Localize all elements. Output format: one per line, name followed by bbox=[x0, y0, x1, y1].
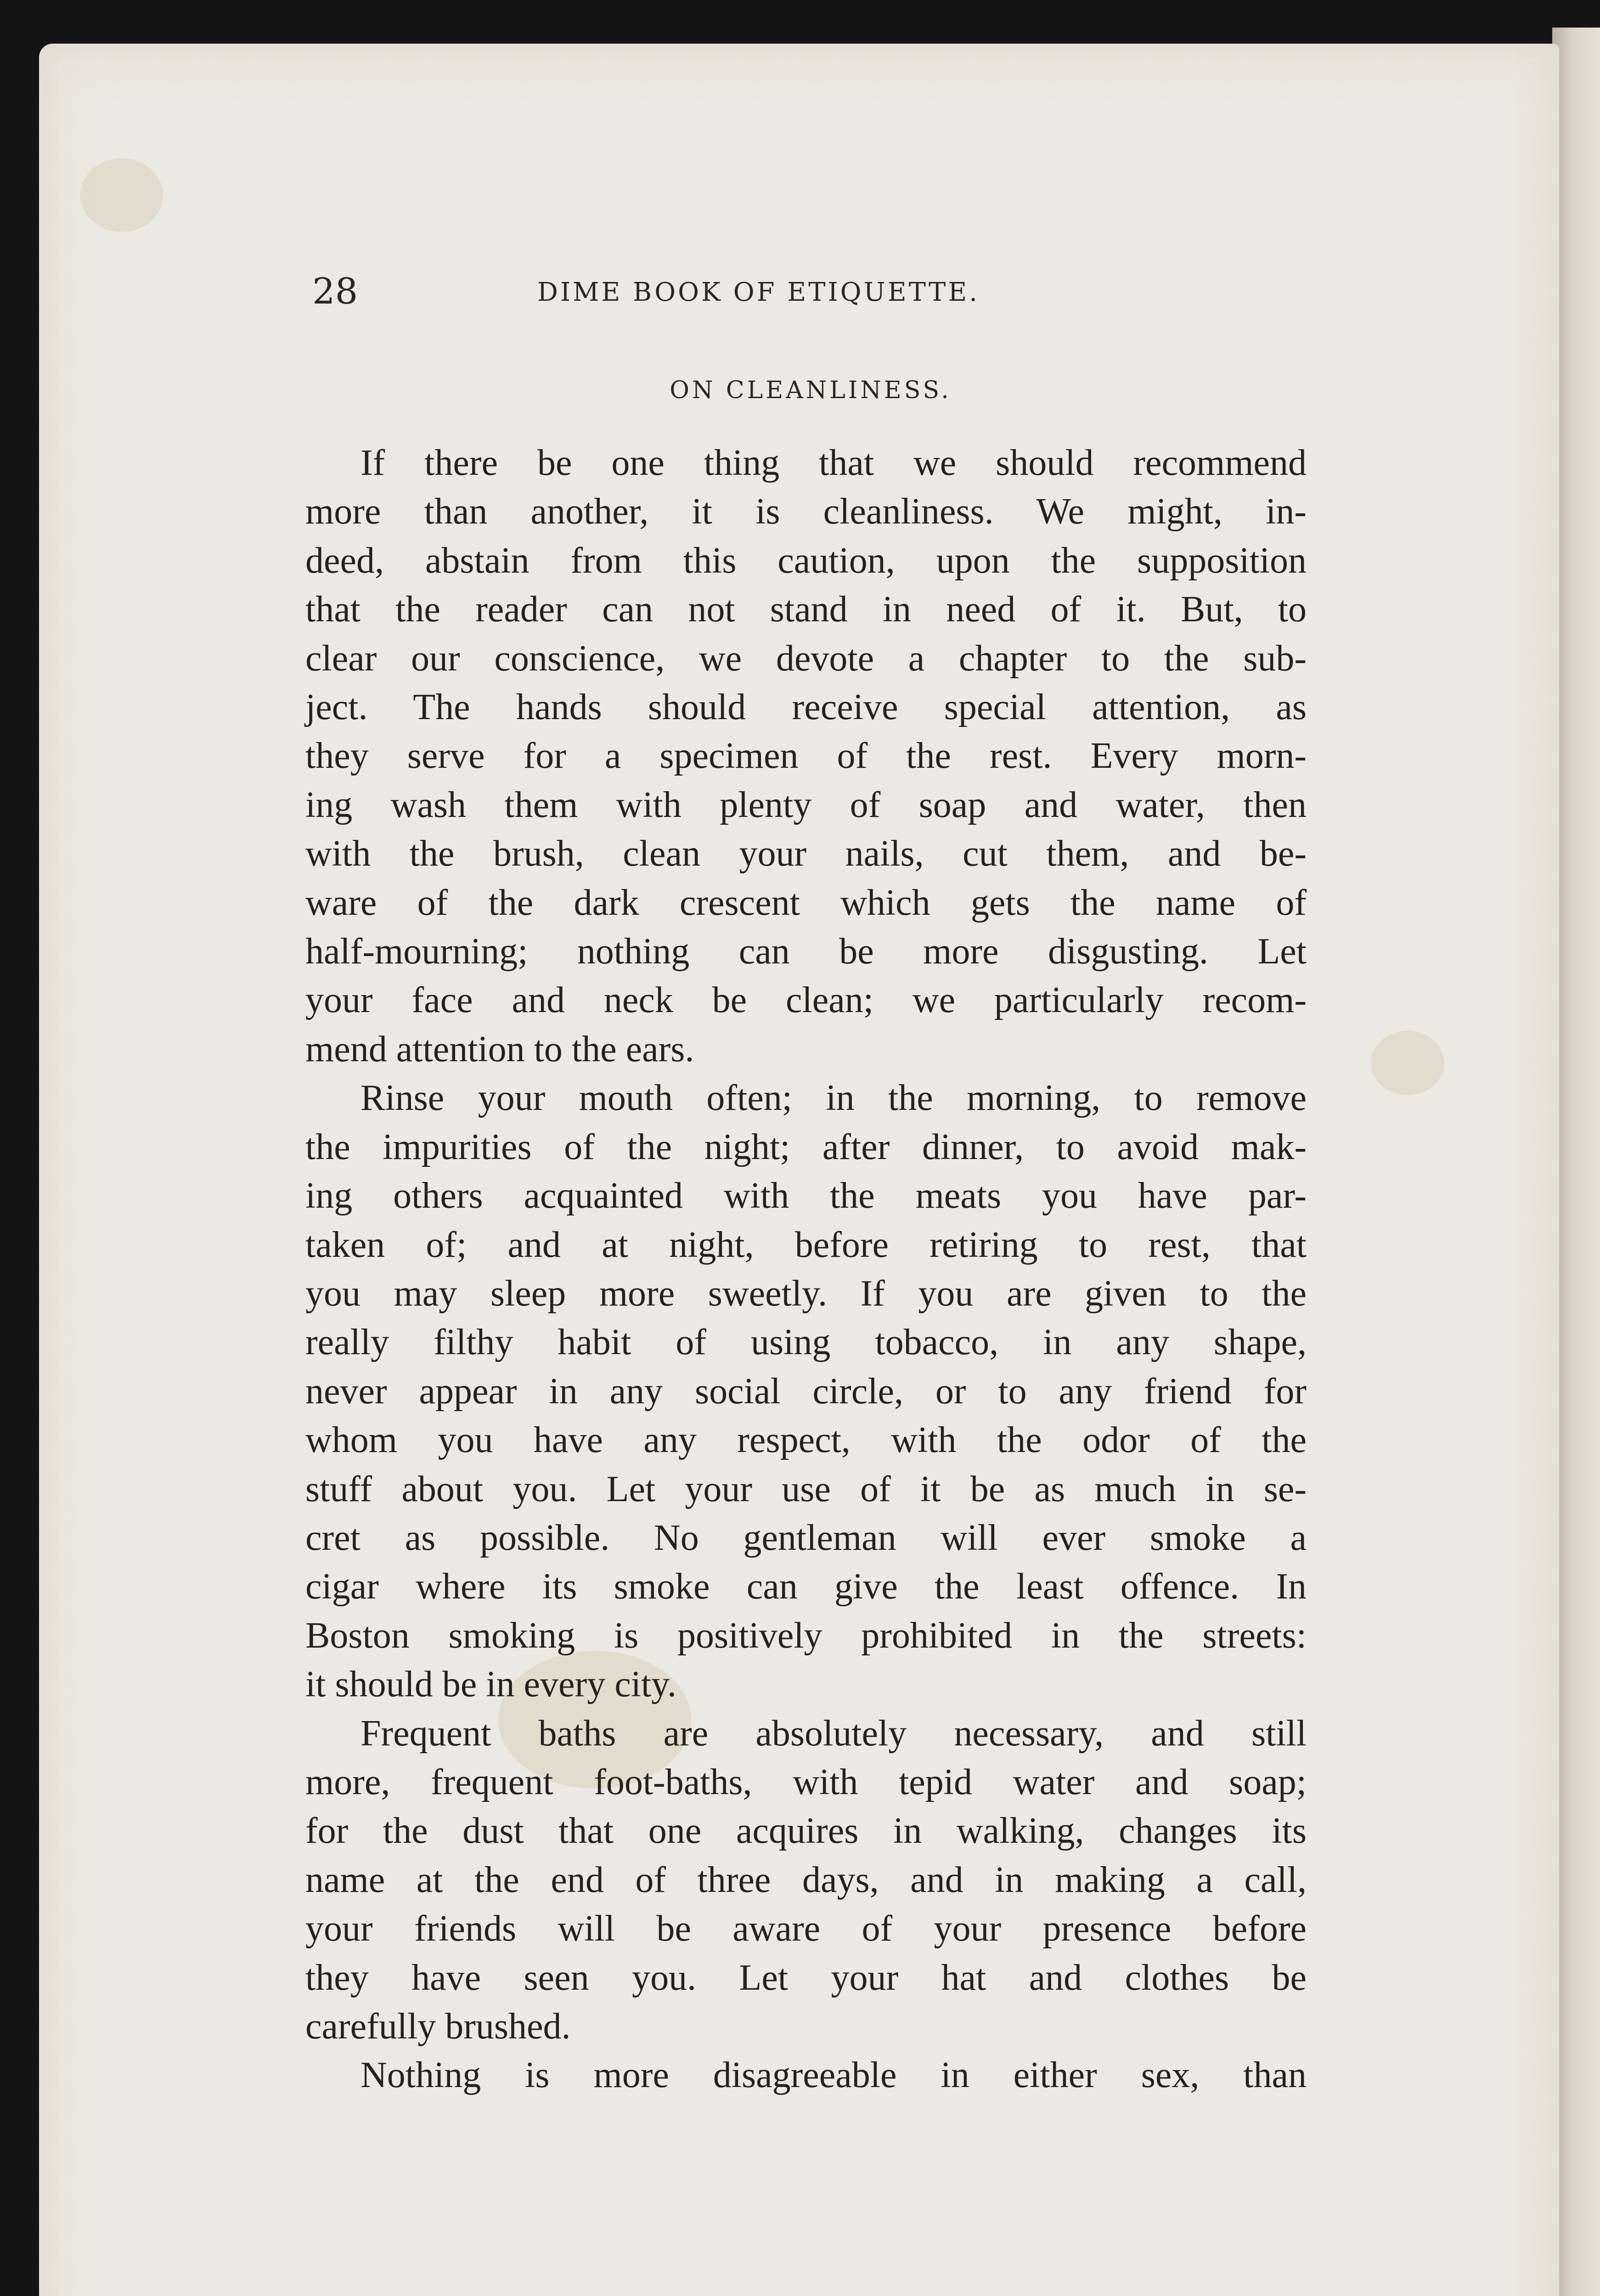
text-line: carefully brushed. bbox=[305, 2006, 571, 2047]
text-line: deed, abstain from this caution, upon the supposition bbox=[305, 540, 1307, 581]
text-line: with the brush, clean your nails, cut them, and be- bbox=[305, 833, 1307, 874]
text-line: ing others acquainted with the meats you have par- bbox=[305, 1176, 1307, 1216]
text-line: whom you have any respect, with the odor of the bbox=[305, 1420, 1307, 1461]
text-line: you may sleep more sweetly. If you are given to the bbox=[305, 1273, 1307, 1314]
text-line: more, frequent foot-baths, with tepid water and soap; bbox=[305, 1761, 1307, 1802]
text-line: name at the end of three days, and in making a call, bbox=[305, 1859, 1307, 1900]
paper-stain bbox=[1371, 1031, 1444, 1095]
text-line: clear our conscience, we devote a chapter to the sub- bbox=[305, 638, 1307, 679]
page-header bbox=[312, 271, 1070, 312]
text-line: If there be one thing that we should recommend bbox=[361, 443, 1307, 483]
text-line: the impurities of the night; after dinner, to avoid mak- bbox=[305, 1126, 1307, 1167]
text-line: half-mourning; nothing can be more disgusting. Let bbox=[305, 931, 1307, 972]
running-head: DIME BOOK OF ETIQUETTE. bbox=[537, 277, 980, 307]
text-line: your friends will be aware of your presence before bbox=[305, 1908, 1307, 1949]
text-line: Nothing is more disagreeable in either sex, than bbox=[361, 2055, 1307, 2096]
paper-stain bbox=[80, 158, 163, 232]
facing-page-edge bbox=[1552, 28, 1600, 2296]
text-line: ing wash them with plenty of soap and water, then bbox=[305, 784, 1307, 825]
text-line: it should be in every city. bbox=[305, 1664, 676, 1705]
text-line: for the dust that one acquires in walking, changes its bbox=[305, 1811, 1307, 1851]
text-line: Frequent baths are absolutely necessary, and still bbox=[361, 1713, 1307, 1754]
body-text bbox=[305, 439, 1307, 2100]
text-line: mend attention to the ears. bbox=[305, 1029, 694, 1069]
text-line: they have seen you. Let your hat and clothes be bbox=[305, 1957, 1307, 1998]
text-line: Rinse your mouth often; in the morning, to remove bbox=[361, 1078, 1307, 1119]
text-line: cret as possible. No gentleman will ever smoke a bbox=[305, 1517, 1307, 1558]
text-line: your face and neck be clean; we particularly recom- bbox=[305, 980, 1307, 1021]
text-line: ject. The hands should receive special attention, as bbox=[305, 687, 1307, 728]
text-line: more than another, it is cleanliness. We might, in- bbox=[305, 491, 1307, 532]
text-line: taken of; and at night, before retiring to rest, that bbox=[305, 1224, 1307, 1265]
text-line: stuff about you. Let your use of it be as much in se- bbox=[305, 1469, 1307, 1509]
page-number: 28 bbox=[312, 271, 358, 312]
text-line: never appear in any social circle, or to any friend for bbox=[305, 1371, 1307, 1412]
text-line: ware of the dark crescent which gets the name of bbox=[305, 882, 1307, 923]
text-line: cigar where its smoke can give the least offence. In bbox=[305, 1566, 1307, 1607]
text-line: Boston smoking is positively prohibited in the streets: bbox=[305, 1615, 1307, 1656]
text-line: they serve for a specimen of the rest. Every morn- bbox=[305, 736, 1307, 777]
text-line: that the reader can not stand in need of it. But, to bbox=[305, 589, 1307, 630]
text-line: really filthy habit of using tobacco, in any shape, bbox=[305, 1322, 1307, 1363]
section-title: ON CLEANLINESS. bbox=[670, 377, 952, 404]
